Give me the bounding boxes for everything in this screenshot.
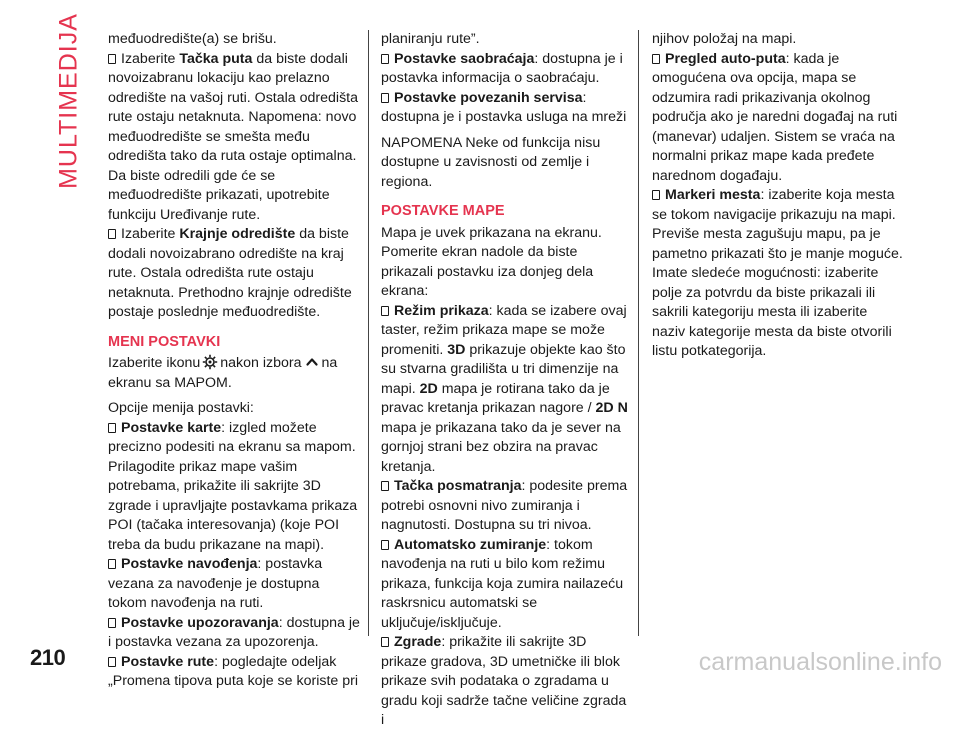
section-heading: MENI POSTAVKI — [108, 333, 221, 350]
bullet-icon — [381, 479, 390, 491]
page-number: 210 — [30, 645, 66, 670]
note-paragraph: NAPOMENA Neke od funkcija nisu dostupne u zavisnosti od zemlje i regiona. — [381, 134, 601, 190]
bullet-icon — [381, 52, 390, 64]
bullet-icon — [108, 616, 117, 628]
bullet-item: Postavke upozoravanja: dostupna je i postavka vezana za upozorenja. — [108, 614, 360, 650]
bullet-icon — [652, 188, 661, 200]
bullet-icon — [108, 227, 117, 239]
bullet-icon — [381, 538, 390, 550]
bullet-icon — [108, 557, 117, 569]
bullet-icon — [108, 655, 117, 667]
chevron-up-icon — [304, 354, 320, 370]
bullet-icon — [381, 304, 390, 316]
gear-icon — [202, 354, 218, 370]
bullet-item: Postavke karte: izgled možete precizno podesiti na ekranu sa mapom. Prilagodite prikaz mape vašim potrebama, prikažite ili sakrijte 3D zgrade i upravljajte postavkama prikaza POI (tačaka interesovanja) (koje POI treba da budu prikazane na mapi). — [108, 419, 358, 553]
bullet-item: Tačka posmatranja: podesite prema potrebi osnovni nivo zumiranja i nagnutosti. Dostupna su tri nivoa. — [381, 478, 628, 533]
paragraph: njihov položaj na mapi. — [652, 31, 797, 47]
bullet-icon — [381, 635, 390, 647]
bullet-item: Postavke navođenja: postavka vezana za navođenje je dostupna tokom navođenja na ruti. — [108, 556, 323, 611]
bullet-item: Postavke povezanih servisa: dostupna je i postavka usluga na mreži — [381, 89, 627, 125]
section-tab — [54, 13, 84, 189]
bullet-item: Markeri mesta: izaberite koja mesta se tokom navigacije prikazuju na mapi. Previše mesta zagušuju mapu, pa je pametno prikazati što je manje moguće. Imate sledeće mogućnosti: izaberite polje za potvrdu da biste prikazali ili sakrili kategoriju mesta ili izaberite naziv kategorije mesta da biste otvorili listu potkategorija. — [652, 187, 903, 359]
text-column-3 — [652, 30, 904, 362]
bullet-icon — [108, 421, 117, 433]
text-column-2 — [381, 30, 633, 731]
bullet-item: Postavke saobraćaja: dostupna je i postavka informacija o saobraćaju. — [381, 50, 623, 86]
paragraph: Mapa je uvek prikazana na ekranu. Pomerite ekran nadole da biste prikazali postavku iza donjeg dela ekrana: — [381, 224, 602, 299]
bullet-icon — [108, 52, 117, 64]
section-tab-label: MULTIMEDIJA — [54, 13, 83, 189]
paragraph: međuodredište(a) se brišu. — [108, 31, 277, 47]
bullet-item: Postavke rute: pogledajte odeljak „Promena tipova puta koje se koriste pri — [108, 653, 358, 689]
bullet-icon — [381, 91, 390, 103]
column-divider-2 — [638, 30, 639, 636]
bullet-item: Režim prikaza: kada se izabere ovaj taster, režim prikaza mape se može promeniti. 3D prikazuje objekte kao što su stvarna gradilišta u tri dimenzije na mapi. 2D mapa je rotirana tako da je pravac kretanja prikazan nagore / 2D N mapa je prikazana tako da je sever na gornjoj strani bez obzira na pravac kretanja. — [381, 302, 628, 475]
section-heading: POSTAVKE MAPE — [381, 203, 505, 219]
bullet-item: Izaberite Krajnje odredište da biste dodali novoizabrano odredište na kraj rute. Ostala odredišta rute ostaju netaknuta. Prethodno krajnje odredište postaje poslednje međuodredište. — [108, 226, 352, 320]
bullet-item: Automatsko zumiranje: tokom navođenja na ruti u bilo kom režimu prikaza, funkcija koja zumira nailazeću raskrsnicu automatski se uključuje/isključuje. — [381, 536, 624, 631]
paragraph: Izaberite ikonu nakon izbora na ekranu sa MAPOM. — [108, 355, 338, 391]
bullet-item: Izaberite Tačka puta da biste dodali novoizabranu lokaciju kao prelazno odredište na vašoj ruti. Ostala odredišta rute ostaju netaknuta. Napomena: novo međuodredište se smešta među odredišta tako da ruta ostaje optimalna. Da biste odredili gde će se međuodredište prikazati, upotrebite funkciju Uređivanje rute. — [108, 50, 358, 223]
paragraph: planiranju rute”. — [381, 31, 480, 47]
paragraph: Opcije menija postavki: — [108, 400, 254, 416]
text-column-1 — [108, 30, 360, 692]
bullet-icon — [652, 52, 661, 64]
bullet-item: Pregled auto-puta: kada je omogućena ova opcija, mapa se odzumira radi prikazivanja okolnog područja ako je naredni događaj na ruti (manevar) udaljen. Sistem se vraća na normalni prikaz mape kada pređete narednom događaju. — [652, 50, 898, 184]
column-divider-1 — [368, 30, 369, 636]
watermark: carmanualsonline.info — [698, 648, 942, 676]
bullet-item: Zgrade: prikažite ili sakrijte 3D prikaze gradova, 3D umetničke ili blok prikaze svih podataka o zgradama u gradu koji sadrže tačne veličine zgrada i — [381, 634, 627, 728]
